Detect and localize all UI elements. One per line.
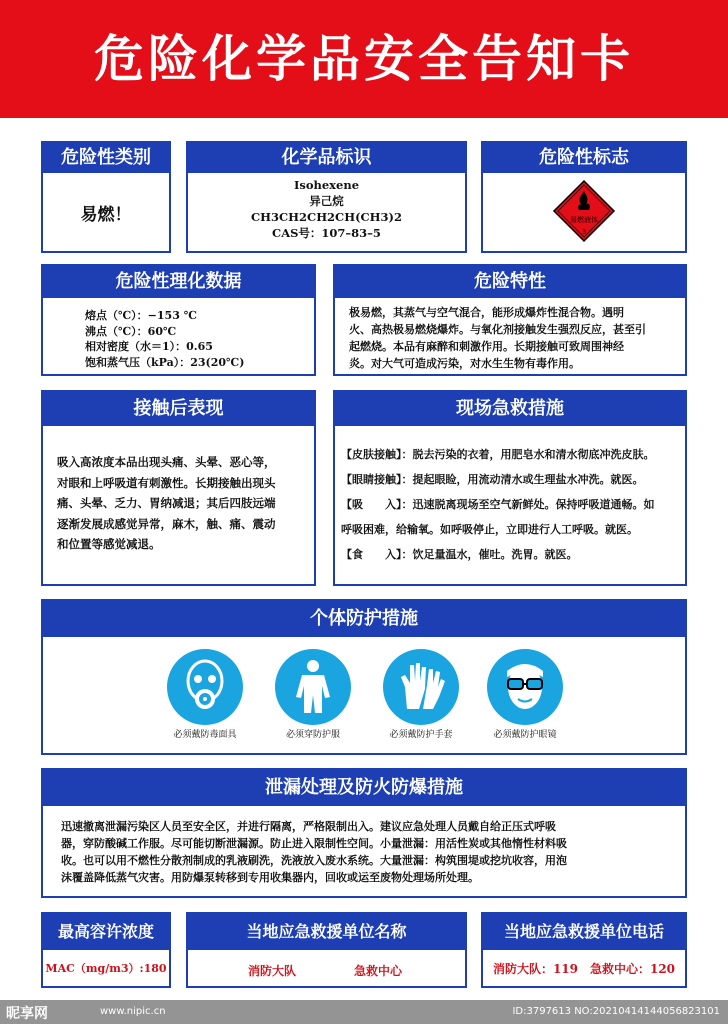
rescue-unit-fire: 消防大队 [248, 964, 297, 978]
hazard-sign-body [483, 173, 685, 251]
exposure-body [43, 452, 314, 584]
watermark-url: www.nipic.cn [100, 1006, 166, 1017]
chemical-id-title: 化学品标识 [188, 143, 465, 173]
hazard-category-value: 易燃！ [80, 204, 132, 225]
exposure-line: 对眼和上呼吸道有刺激性。长期接触出现头 [57, 475, 276, 490]
chemical-formula: CH3CH2CH2CH(CH3)2 [251, 210, 402, 224]
ppe-label-goggles: 必须戴防护眼镜 [493, 730, 557, 740]
watermark-logo: 昵享网 [6, 1006, 48, 1022]
spill-line: 器，穿防酸碱工作服。尽可能切断泄漏源。防止进入限制性空间。小量泄漏：用活性炭或其他惰性材料吸 [61, 837, 567, 850]
hazard-props-card [333, 264, 687, 376]
exposure-line: 痛、头晕、乏力、胃纳减退；其后四肢远端 [57, 496, 276, 510]
chemical-chinese-name: 异己烷 [309, 194, 344, 208]
vapor-pressure: 饱和蒸气压（kPa）：23(20℃) [85, 355, 245, 369]
first-aid-card [333, 390, 687, 586]
watermark-id: ID:3797613 NO:20210414144056823101 [512, 1006, 720, 1017]
first-aid-inhalation: 【吸 入】：迅速脱离现场至空气新鲜处。保持呼吸道通畅。如 [341, 498, 655, 511]
spill-line: 沫覆盖降低蒸气灾害。用防爆泵转移到专用收集器内，回收或运至废物处理场所处理。 [61, 871, 479, 884]
exposure-title: 接触后表现 [43, 392, 314, 426]
hazard-props-line: 火、高热极易燃烧爆炸。与氧化剂接触发生强烈反应，甚至引 [349, 323, 646, 336]
hazard-props-line: 极易燃，其蒸气与空气混合，能形成爆炸性混合物。遇明 [349, 306, 624, 319]
ppe-label-suit: 必须穿防护服 [285, 730, 340, 740]
svg-text:易燃液体: 易燃液体 [570, 216, 598, 224]
mac-value: MAC（mg/m3）:180 [45, 962, 167, 975]
gas-mask-icon [167, 649, 243, 725]
ppe-title: 个体防护措施 [43, 601, 685, 637]
gloves-icon [383, 649, 459, 725]
chemical-english-name: Isohexene [293, 178, 360, 192]
first-aid-inhalation-cont: 呼吸困难，给输氧。如呼吸停止，立即进行人工呼吸。就医。 [341, 523, 638, 536]
exposure-line: 吸入高浓度本品出现头痛、头晕、恶心等， [57, 455, 276, 469]
hazard-category-title: 危险性类别 [43, 143, 169, 173]
goggles-icon [487, 649, 563, 725]
first-aid-body [335, 442, 685, 584]
first-aid-skin: 【皮肤接触】：脱去污染的衣着，用肥皂水和清水彻底冲洗皮肤。 [341, 448, 655, 461]
spill-card [41, 768, 687, 898]
exposure-card [41, 390, 316, 586]
rescue-phone-title: 当地应急救援单位电话 [483, 914, 685, 950]
chemical-id-body [188, 177, 465, 251]
hazard-props-line: 炎。对大气可造成污染，对水生生物有毒作用。 [349, 357, 580, 370]
chemical-id-card [186, 141, 467, 253]
hazard-sign-card [481, 141, 687, 253]
hazard-category-card [41, 141, 171, 253]
ppe-label-gas-mask: 必须戴防毒面具 [173, 730, 237, 740]
relative-density: 相对密度（水＝1）：0.65 [85, 340, 213, 353]
physchem-title: 危险性理化数据 [43, 266, 314, 298]
melting-point: 熔点（℃）：−153 ℃ [85, 309, 197, 322]
first-aid-ingestion: 【食 入】：饮足量温水，催吐。洗胃。就医。 [341, 548, 578, 561]
mac-title: 最高容许浓度 [43, 914, 169, 950]
spill-line: 迅速撤离泄漏污染区人员至安全区，并进行隔离，严格限制出入。建议应急处理人员戴自给正压式呼吸 [61, 820, 556, 833]
hazard-sign-title: 危险性标志 [483, 143, 685, 173]
exposure-line: 逐渐发展成感觉异常，麻木，触、痛、震动 [57, 516, 276, 531]
first-aid-eyes: 【眼睛接触】：提起眼睑，用流动清水或生理盐水冲洗。就医。 [341, 473, 644, 486]
physchem-card [41, 264, 316, 376]
hazard-props-line: 起燃烧。本品有麻醉和刺激作用。长期接触可致周围神经 [349, 340, 624, 353]
hazard-props-title: 危险特性 [335, 266, 685, 298]
spill-title: 泄漏处理及防火防爆措施 [43, 770, 685, 806]
hazard-props-body [335, 304, 685, 374]
flammable-liquid-sign-icon [483, 173, 685, 251]
svg-text:3: 3 [581, 228, 587, 236]
physchem-body [43, 308, 314, 374]
ppe-card [41, 599, 687, 755]
header-banner [0, 0, 728, 118]
mac-card [41, 912, 171, 988]
page-title: 危险化学品安全告知卡 [94, 30, 634, 88]
spill-line: 收。也可以用不燃性分散剂制成的乳液刷洗，洗液放入废水系统。大量泄漏：构筑围堤或挖坑收容，用泡 [61, 854, 567, 867]
first-aid-title: 现场急救措施 [335, 392, 685, 426]
rescue-unit-title: 当地应急救援单位名称 [188, 914, 465, 950]
spill-body [43, 818, 685, 896]
boiling-point: 沸点（℃）：60℃ [85, 324, 177, 338]
protective-suit-icon [275, 649, 351, 725]
ppe-label-gloves: 必须戴防护手套 [389, 730, 453, 740]
exposure-line: 和位置等感觉减退。 [57, 537, 161, 551]
rescue-phone-value: 消防大队：119 急救中心：120 [492, 961, 676, 976]
rescue-unit-body [188, 950, 465, 986]
watermark-bar [0, 1000, 728, 1024]
chemical-cas: CAS号：107–83–5 [272, 226, 381, 240]
rescue-unit-card [186, 912, 467, 988]
rescue-phone-card [481, 912, 687, 988]
rescue-unit-emergency: 急救中心 [354, 964, 403, 978]
